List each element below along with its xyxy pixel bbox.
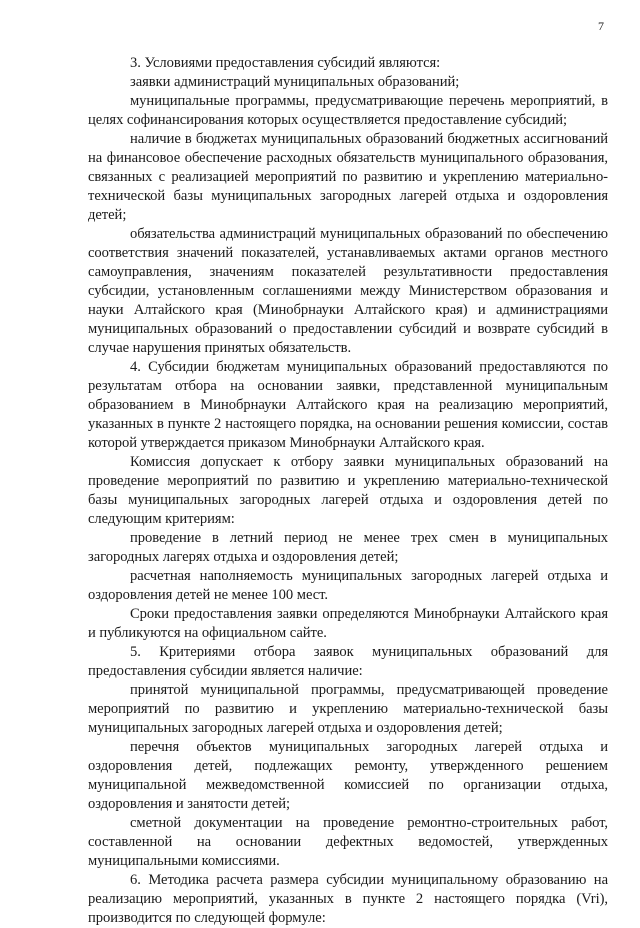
paragraph-condition-budget: наличие в бюджетах муниципальных образований бюджетных ассигнований на финансовое обеспечение расходных обязательств муниципального образования, связанных с реализацией мероприятий по развитию и укреплению материально-технической базы муниципальных загородных лагерей отдыха и оздоровления детей;: [88, 131, 608, 223]
paragraph-clause-4: 4. Субсидии бюджетам муниципальных образований предоставляются по результатам отбора на основании заявки, представленной муниципальным образованием в Минобрнауки Алтайского края на реализацию мероприятий, указанных в пункте 2 настоящего порядка, на основании решения комиссии, состав которой утверждается приказом Минобрнауки Алтайского края.: [88, 359, 608, 451]
paragraph-selection-program: принятой муниципальной программы, предусматривающей проведение мероприятий по развитию и укреплению материально-технической базы муниципальных загородных лагерей отдыха и оздоровления детей;: [88, 682, 608, 736]
paragraph-criterion-capacity: расчетная наполняемость муниципальных загородных лагерей отдыха и оздоровления детей не менее 100 мест.: [88, 568, 608, 603]
paragraph-commission: Комиссия допускает к отбору заявки муниципальных образований на проведение мероприятий по развитию и укреплению материально-технической базы муниципальных загородных лагерей отдыха и оздоровления детей по следующим критериям:: [88, 454, 608, 527]
paragraph-condition-obligations: обязательства администраций муниципальных образований по обеспечению соответствия значений показателей, устанавливаемых актами органов местного самоуправления, значениям показателей результативности предоставления субсидии, установленным соглашениями между Министерством образования и науки Алтайского края (Минобрнауки Алтайского края) и администрациями муниципальных образований о предоставлении субсидий и возврате субсидий в случае нарушения принятых обязательств.: [88, 226, 608, 356]
page-number: 7: [598, 19, 604, 33]
paragraph-clause-3-heading: 3. Условиями предоставления субсидий являются:: [130, 55, 441, 71]
paragraph-deadlines: Сроки предоставления заявки определяются Минобрнауки Алтайского края и публикуются на официальном сайте.: [88, 606, 608, 641]
paragraph-condition-applications: заявки администраций муниципальных образований;: [130, 74, 460, 90]
paragraph-selection-estimates: сметной документации на проведение ремонтно-строительных работ, составленной на основании дефектных ведомостей, утвержденных муниципальными комиссиями.: [88, 815, 608, 869]
paragraph-clause-5: 5. Критериями отбора заявок муниципальных образований для предоставления субсидии является наличие:: [88, 644, 608, 679]
paragraph-clause-6: 6. Методика расчета размера субсидии муниципальному образованию на реализацию мероприятий, указанных в пункте 2 настоящего порядка (Vri), производится по следующей формуле:: [88, 872, 608, 926]
paragraph-selection-objects-list: перечня объектов муниципальных загородных лагерей отдыха и оздоровления детей, подлежащих ремонту, утвержденного решением муниципальной межведомственной комиссией по организации отдыха, оздоровления и занятости детей;: [88, 739, 608, 812]
document-body: [88, 54, 608, 928]
paragraph-condition-programs: муниципальные программы, предусматривающие перечень мероприятий, в целях софинансирования которых осуществляется предоставление субсидий;: [88, 93, 608, 128]
paragraph-criterion-shifts: проведение в летний период не менее трех смен в муниципальных загородных лагерях отдыха и оздоровления детей;: [88, 530, 608, 565]
